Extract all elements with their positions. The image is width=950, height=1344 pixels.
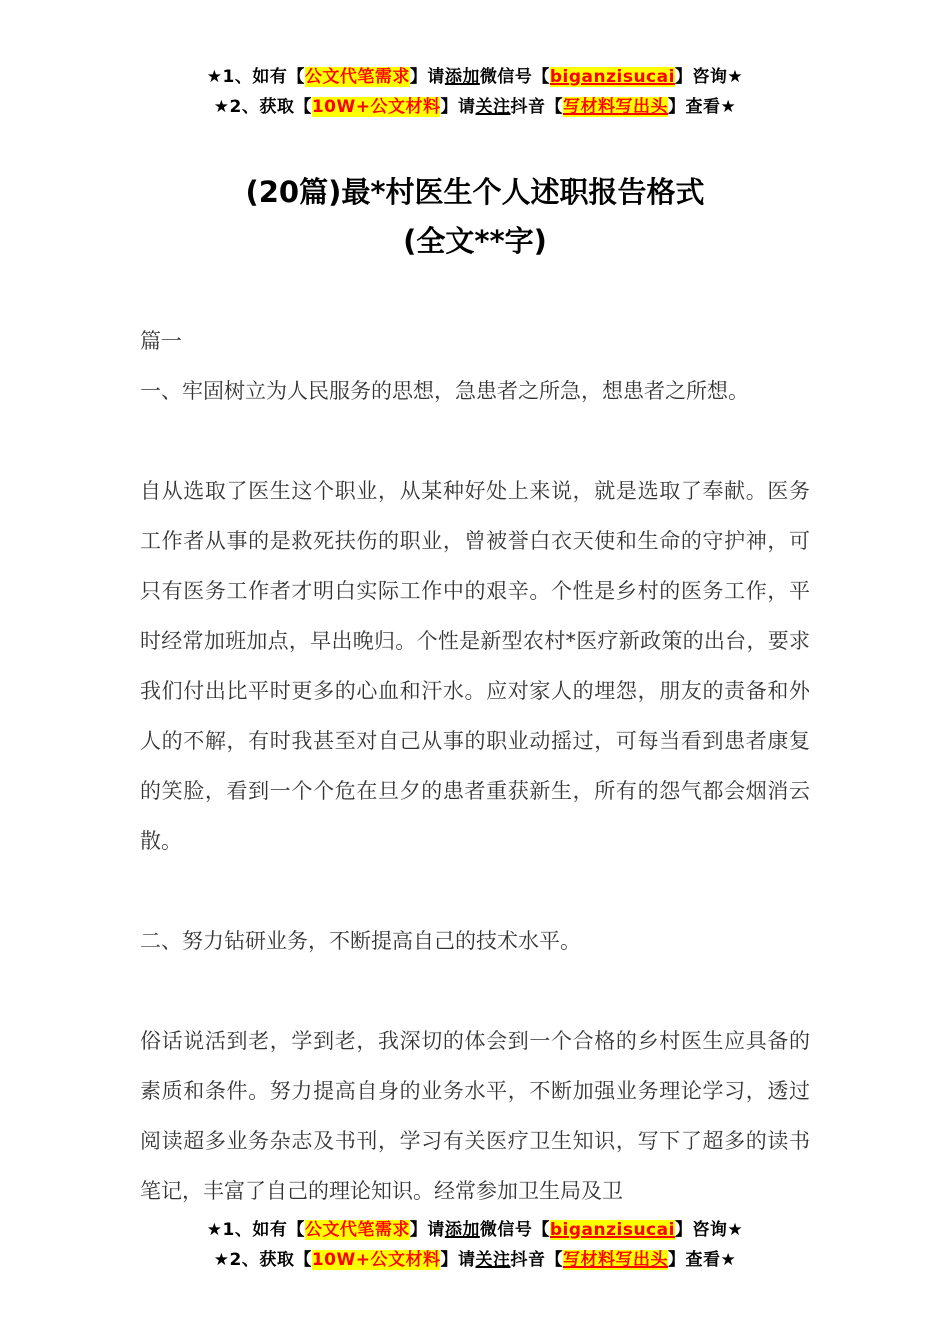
title-line-1: (20篇)最*村医生个人述职报告格式 (245, 175, 705, 209)
banner-underlined-text: 添加 (444, 1220, 480, 1240)
banner-highlight: 10W+公文材料 (311, 97, 441, 117)
banner-text: 】请 (440, 1250, 476, 1270)
banner-underlined-text: 关注 (475, 97, 511, 117)
title-line-2: (全文**字) (403, 224, 547, 258)
footer-banner-line-1 (0, 1215, 950, 1245)
banner-highlight: 10W+公文材料 (311, 1250, 441, 1270)
header-banner-line-2 (0, 92, 950, 122)
banner-underlined-text: 添加 (444, 67, 480, 87)
banner-highlight: 公文代笔需求 (304, 67, 410, 87)
section-heading-1: 一、牢固树立为人民服务的思想，急患者之所急，想患者之所想。 (140, 379, 749, 403)
piece-label: 篇一 (140, 329, 182, 353)
document-body (140, 316, 810, 1216)
header-promo-banner (0, 62, 950, 122)
banner-highlight-douyin-id: 写材料写出头 (562, 97, 668, 117)
banner-highlight-wechat-id: biganzisucai (549, 67, 675, 87)
document-title (0, 0, 950, 266)
banner-highlight: 公文代笔需求 (304, 1220, 410, 1240)
banner-text: 抖音【 (510, 1250, 563, 1270)
banner-text: 】查看★ (667, 97, 737, 117)
banner-text: ★1、如有【 (206, 67, 305, 87)
banner-text: 微信号【 (479, 67, 550, 87)
banner-text: 抖音【 (510, 97, 563, 117)
body-paragraph: 自从选取了医生这个职业，从某种好处上来说，就是选取了奉献。医务工作者从事的是救死扶伤的职业，曾被誉白衣天使和生命的守护神，可只有医务工作者才明白实际工作中的艰辛。个性是乡村的医务工作，平时经常加班加点，早出晚归。个性是新型农村*医疗新政策的出台，要求我们付出比平时更多的心血和汗水。应对家人的埋怨，朋友的责备和外人的不解，有时我甚至对自己从事的职业动摇过，可每当看到患者康复的笑脸，看到一个个危在旦夕的患者重获新生，所有的怨气都会烟消云散。 (140, 479, 810, 853)
banner-text: 】咨询★ (674, 67, 744, 87)
banner-text: ★1、如有【 (206, 1220, 305, 1240)
banner-text: 】查看★ (667, 1250, 737, 1270)
banner-underlined-text: 关注 (475, 1250, 511, 1270)
banner-text: 】请 (440, 97, 476, 117)
banner-text: 】请 (409, 67, 445, 87)
banner-highlight-douyin-id: 写材料写出头 (562, 1250, 668, 1270)
banner-text: 微信号【 (479, 1220, 550, 1240)
footer-banner-line-2 (0, 1245, 950, 1275)
body-paragraph: 俗话说活到老，学到老，我深切的体会到一个合格的乡村医生应具备的素质和条件。努力提高自身的业务水平，不断加强业务理论学习，透过阅读超多业务杂志及书刊，学习有关医疗卫生知识，写下了超多的读书笔记，丰富了自己的理论知识。经常参加卫生局及卫 (140, 1029, 810, 1203)
banner-text: 】咨询★ (674, 1220, 744, 1240)
section-heading-2: 二、努力钻研业务，不断提高自己的技术水平。 (140, 929, 581, 953)
banner-text: ★2、获取【 (213, 1250, 312, 1270)
footer-promo-banner (0, 1215, 950, 1275)
banner-text: ★2、获取【 (213, 97, 312, 117)
banner-text: 】请 (409, 1220, 445, 1240)
header-banner-line-1 (0, 62, 950, 92)
banner-highlight-wechat-id: biganzisucai (549, 1220, 675, 1240)
